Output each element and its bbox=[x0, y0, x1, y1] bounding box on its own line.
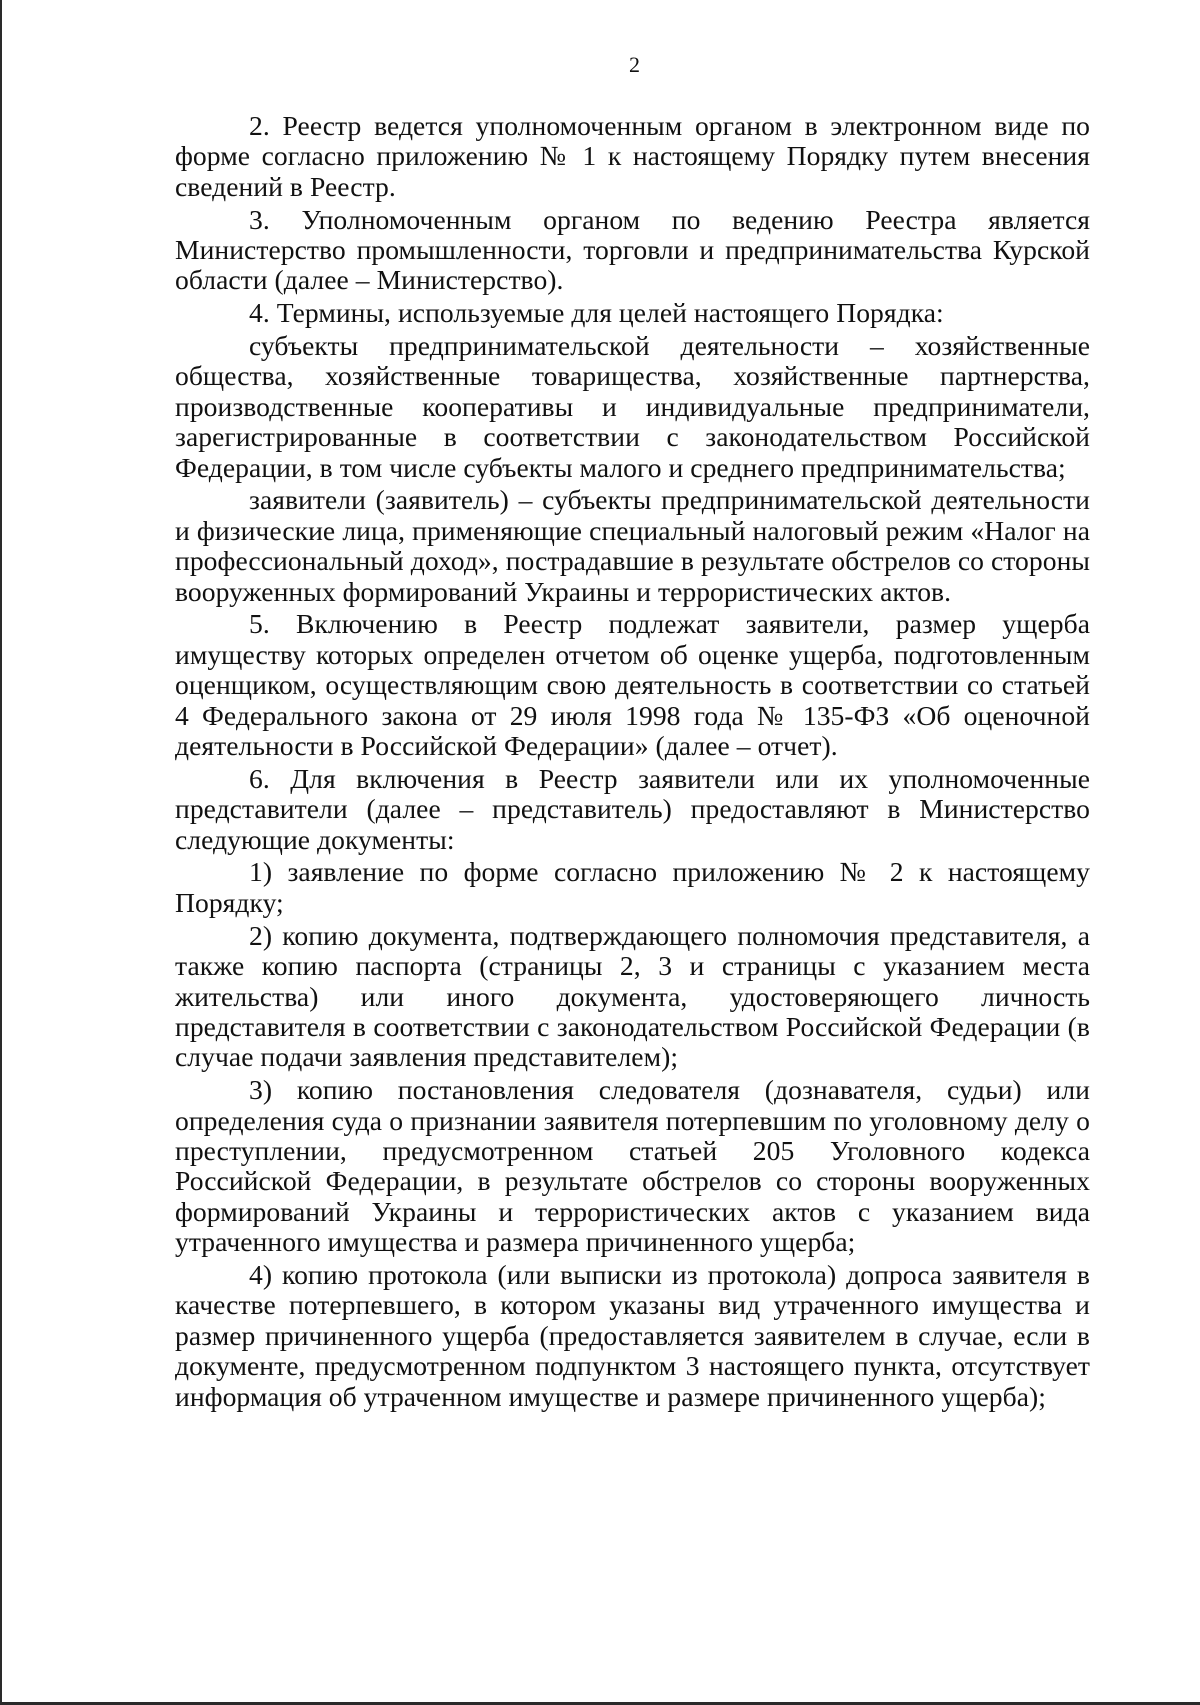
paragraph-item-4: 4. Термины, используемые для целей настоящего Порядка: bbox=[249, 297, 944, 329]
paragraph-subitem-1: 1) заявление по форме согласно приложению № 2 к настоящему Порядку; bbox=[175, 856, 1090, 918]
paragraph-item-5: 5. Включению в Реестр подлежат заявители, размер ущерба имуществу которых определен отчетом об оценке ущерба, подготовленным оценщиком, осуществляющим свою деятельность в соответствии со статьей 4 Федерального закона от 29 июля 1998 года № 135-ФЗ «Об оценочной деятельности в Российской Федерации» (далее – отчет). bbox=[175, 608, 1090, 762]
paragraph-item-3: 3. Уполномоченным органом по ведению Реестра является Министерство промышленности, торговли и предпринимательства Курской области (далее – Министерство). bbox=[175, 203, 1090, 296]
document-body bbox=[175, 111, 1090, 1414]
page-number: 2 bbox=[629, 52, 640, 77]
paragraph-subitem-4: 4) копию протокола (или выписки из протокола) допроса заявителя в качестве потерпевшего, в котором указаны вид утраченного имущества и размер причиненного ущерба (предоставляется заявителем в случае, если в документе, предусмотренном подпунктом 3 настоящего пункта, отсутствует информация об утраченном имуществе и размере причиненного ущерба); bbox=[175, 1258, 1090, 1412]
paragraph-item-6: 6. Для включения в Реестр заявители или их уполномоченные представители (далее – представитель) предоставляют в Министерство следующие документы: bbox=[175, 762, 1090, 855]
paragraph-term-applicants: заявители (заявитель) – субъекты предпринимательской деятельности и физические лица, применяющие специальный налоговый режим «Налог на профессиональный доход», пострадавшие в результате обстрелов со стороны вооруженных формирований Украины и террористических актов. bbox=[175, 484, 1090, 607]
paragraph-term-subjects: субъекты предпринимательской деятельности – хозяйственные общества, хозяйственные товарищества, хозяйственные партнерства, производственные кооперативы и индивидуальные предприниматели, зарегистрированные в соответствии с законодательством Российской Федерации, в том числе субъекты малого и среднего предпринимательства; bbox=[175, 330, 1090, 483]
paragraph-subitem-3: 3) копию постановления следователя (дознавателя, судьи) или определения суда о признании заявителя потерпевшим по уголовному делу о преступлении, предусмотренном статьей 205 Уголовного кодекса Российской Федерации, в результате обстрелов со стороны вооруженных формирований Украины и террористических актов с указанием вида утраченного имущества и размера причиненного ущерба; bbox=[175, 1074, 1090, 1258]
paragraph-item-2: 2. Реестр ведется уполномоченным органом в электронном виде по форме согласно приложению № 1 к настоящему Порядку путем внесения сведений в Реестр. bbox=[175, 110, 1090, 202]
paragraph-subitem-2: 2) копию документа, подтверждающего полномочия представителя, а также копию паспорта (страницы 2, 3 и страницы с указанием места жительства) или иного документа, удостоверяющего личность представителя в соответствии с законодательством Российской Федерации (в случае подачи заявления представителем); bbox=[175, 919, 1090, 1073]
